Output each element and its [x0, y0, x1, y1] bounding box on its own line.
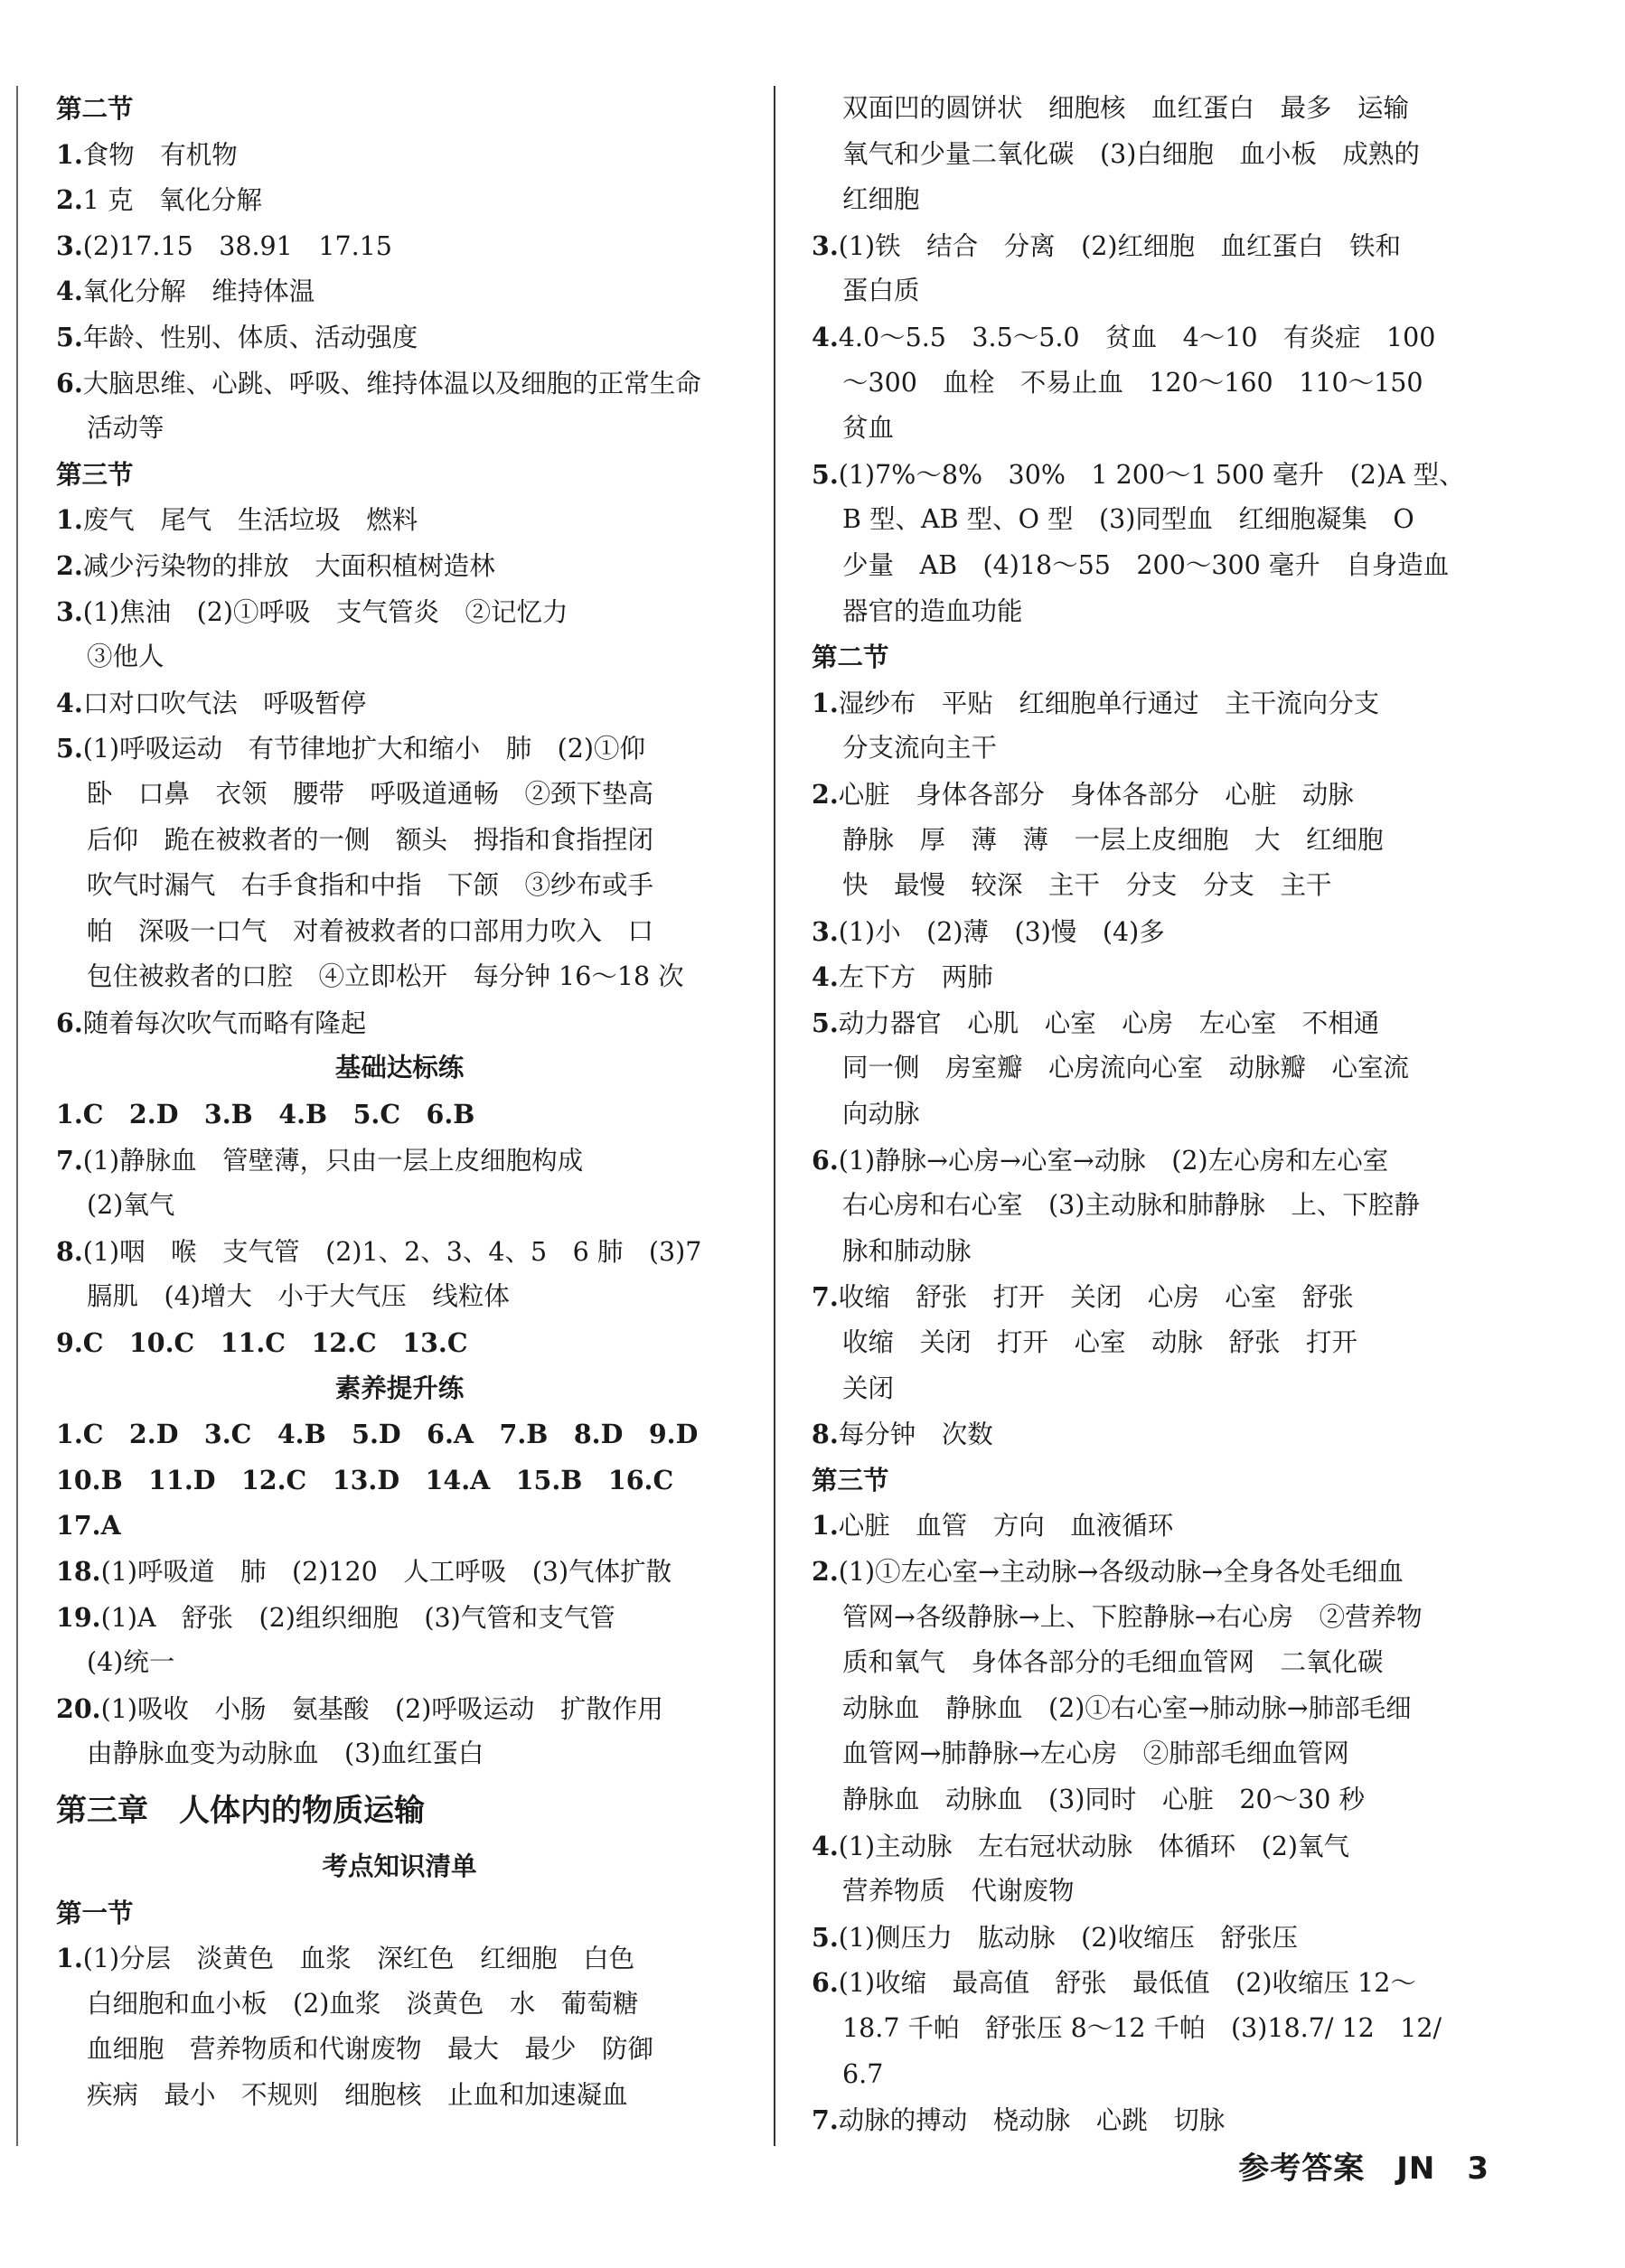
answer-line [56, 772, 743, 818]
answer-line [56, 1731, 743, 1777]
answer-line [812, 1320, 1500, 1366]
answer-text: (1)分层 淡黄色 血浆 深红色 红细胞 白色 [82, 1944, 635, 1974]
section-heading [56, 1890, 743, 1936]
page-footer: 参考答案 JN 3 [1238, 2151, 1489, 2187]
answer-line [56, 1686, 743, 1732]
answer-text: 6.7 [842, 2058, 884, 2089]
answer-line [56, 1320, 743, 1366]
answer-line [56, 726, 743, 772]
answer-line [56, 1411, 743, 1457]
answer-line [56, 863, 743, 909]
chapter-title [56, 1777, 743, 1844]
answer-text: (2)氧气 [87, 1190, 175, 1221]
answer-line [812, 1229, 1500, 1275]
answer-line [56, 2027, 743, 2073]
answer-text: 第三节 [56, 458, 134, 490]
answer-line [812, 406, 1500, 452]
answer-line [812, 1138, 1500, 1184]
question-number: 6. [812, 1144, 839, 1176]
answer-text: 快 最慢 较深 主干 分支 分支 主干 [842, 870, 1332, 901]
question-number: 6. [56, 367, 83, 398]
question-number: 5. [56, 733, 83, 764]
answer-text: 血细胞 营养物质和代谢废物 最大 最少 防御 [87, 2034, 654, 2065]
answer-line [812, 1274, 1500, 1320]
answer-line [812, 1823, 1500, 1870]
section-heading [56, 452, 743, 498]
answer-line [812, 1366, 1500, 1412]
answer-line [812, 1000, 1500, 1046]
question-number: 4. [56, 687, 83, 718]
question-number: 1. [812, 1510, 839, 1542]
answer-text: 贫血 [842, 413, 895, 444]
answer-line [56, 1549, 743, 1595]
answer-text: 静脉 厚 薄 薄 一层上皮细胞 大 红细胞 [842, 824, 1384, 855]
answer-line [56, 177, 743, 223]
answer-text: 吹气时漏气 右手食指和中指 下颌 ③纱布或手 [87, 870, 654, 901]
answer-line [56, 2073, 743, 2119]
answer-text: 少量 AB (4)18～55 200～300 毫升 自身造血 [842, 549, 1450, 580]
answer-line [812, 772, 1500, 818]
answer-line [812, 1045, 1500, 1092]
answer-text: ～300 血栓 不易止血 120～160 110～150 [842, 367, 1423, 398]
answer-line [812, 2097, 1500, 2143]
answer-line [56, 1640, 743, 1686]
answer-text: 红细胞 [842, 184, 920, 215]
answer-text: 基础达标练 [334, 1053, 465, 1083]
answer-text: (1)静脉血 管壁薄，只由一层上皮细胞构成 [82, 1145, 584, 1176]
answer-text: 活动等 [87, 413, 164, 444]
question-number: 3. [56, 230, 83, 261]
answer-text: 17.A [56, 1510, 121, 1542]
question-number: 2. [812, 1556, 839, 1587]
answer-line [812, 2006, 1500, 2052]
answer-line [812, 1549, 1500, 1595]
section-heading [812, 634, 1500, 680]
answer-text: 素养提升练 [334, 1373, 465, 1403]
answer-text: 管网→各级静脉→上、下腔静脉→右心房 ②营养物 [842, 1601, 1423, 1632]
answer-line [812, 268, 1500, 314]
answer-line [56, 954, 743, 1000]
answer-line [812, 1777, 1500, 1823]
answer-line [812, 954, 1500, 1000]
answer-text: 包住被救者的口腔 ④立即松开 每分钟 16～18 次 [87, 961, 684, 992]
answer-line [56, 1183, 743, 1229]
answer-text: 白细胞和血小板 (2)血浆 淡黄色 水 葡萄糖 [87, 1988, 639, 2019]
subheading [56, 1366, 743, 1412]
answer-text: 向动脉 [842, 1099, 920, 1129]
answer-text: 左下方 两肺 [838, 962, 993, 993]
answer-line [812, 909, 1500, 955]
answer-line [56, 497, 743, 543]
answer-text: 动脉血 静脉血 (2)①右心室→肺动脉→肺部毛细 [842, 1692, 1412, 1723]
answer-line [56, 589, 743, 635]
question-number: 5. [812, 1007, 839, 1038]
answer-text: (1)7%～8% 30% 1 200～1 500 毫升 (2)A 型、 [838, 459, 1465, 490]
answer-line [56, 1229, 743, 1275]
question-number: 1. [56, 1943, 83, 1974]
answer-text: (2)17.15 38.91 17.15 [82, 230, 392, 261]
question-number: 4. [56, 276, 83, 307]
answer-text: 每分钟 次数 [838, 1420, 993, 1450]
question-number: 6. [56, 1007, 83, 1038]
answer-text: 分支流向主干 [842, 733, 998, 764]
answer-text: ③他人 [87, 642, 164, 672]
question-number: 2. [56, 184, 83, 216]
question-number: 5. [812, 1921, 839, 1953]
answer-text: 随着每次吹气而略有隆起 [82, 1007, 367, 1038]
answer-text: 心脏 血管 方向 血液循环 [838, 1511, 1174, 1542]
margin-rule [16, 86, 18, 2146]
answer-text: (1)①左心室→主动脉→各级动脉→全身各处毛细血 [838, 1557, 1404, 1587]
answer-line [812, 1411, 1500, 1457]
answer-line [812, 1915, 1500, 1961]
answer-text: 第二节 [56, 93, 134, 124]
answer-text: 1.C 2.D 3.B 4.B 5.C 6.B [56, 1099, 475, 1130]
answer-line [56, 1982, 743, 2028]
answer-text: (1)侧压力 肱动脉 (2)收缩压 舒张压 [838, 1922, 1299, 1953]
answer-text: (1)呼吸道 肺 (2)120 人工呼吸 (3)气体扩散 [100, 1557, 672, 1587]
answer-text: (1)咽 喉 支气管 (2)1、2、3、4、5 6 肺 (3)7 [82, 1236, 702, 1267]
answer-line [812, 680, 1500, 726]
answer-line [56, 634, 743, 680]
answer-line [812, 132, 1500, 178]
answer-line [812, 543, 1500, 589]
answer-text: 第三节 [812, 1464, 889, 1495]
answer-text: (1)收缩 最高值 舒张 最低值 (2)收缩压 12～ [838, 1968, 1416, 1999]
answer-text: 营养物质 代谢废物 [842, 1876, 1075, 1907]
question-number: 18. [56, 1556, 101, 1587]
answer-text: 1 克 氧化分解 [82, 185, 262, 216]
answer-text: 大脑思维、心跳、呼吸、维持体温以及细胞的正常生命 [82, 368, 701, 398]
answer-text: (1)吸收 小肠 氨基酸 (2)呼吸运动 扩散作用 [100, 1693, 663, 1724]
answer-text: (1)呼吸运动 有节律地扩大和缩小 肺 (2)①仰 [82, 734, 646, 764]
question-number: 6. [812, 1967, 839, 1999]
answer-line [812, 223, 1500, 269]
answer-line [56, 1595, 743, 1641]
answer-text: 湿纱布 平贴 红细胞单行通过 主干流向分支 [838, 688, 1380, 718]
answer-text: 第二节 [812, 642, 889, 673]
answer-text: (4)统一 [87, 1647, 175, 1678]
question-number: 2. [56, 549, 83, 581]
answer-line [56, 223, 743, 269]
answer-line [812, 1869, 1500, 1915]
answer-line [56, 268, 743, 314]
answer-text: 食物 有机物 [82, 139, 238, 170]
question-number: 7. [812, 1281, 839, 1313]
answer-line [56, 1092, 743, 1138]
answer-line [56, 909, 743, 955]
answer-line [812, 1595, 1500, 1641]
answer-text: 关闭 [842, 1373, 895, 1403]
answer-text: 帕 深吸一口气 对着被救者的口部用力吹入 口 [87, 915, 654, 946]
answer-line [812, 2052, 1500, 2098]
answer-text: 减少污染物的排放 大面积植树造林 [82, 550, 495, 581]
answer-line [812, 177, 1500, 223]
question-number: 7. [56, 1144, 83, 1176]
answer-text: 废气 尾气 生活垃圾 燃料 [82, 505, 418, 536]
answer-text: 9.C 10.C 11.C 12.C 13.C [56, 1327, 468, 1359]
answer-text: (1)小 (2)薄 (3)慢 (4)多 [838, 916, 1165, 947]
question-number: 4. [812, 1830, 839, 1861]
answer-text: 第一节 [56, 1897, 134, 1928]
question-number: 4. [812, 961, 839, 993]
answer-text: 动力器官 心肌 心室 心房 左心室 不相通 [838, 1007, 1380, 1038]
answer-line [56, 361, 743, 407]
answer-line [56, 314, 743, 361]
answer-line [812, 1503, 1500, 1549]
answer-text: 18.7 千帕 舒张压 8～12 千帕 (3)18.7/ 12 12/ [842, 2012, 1442, 2043]
answer-line [56, 406, 743, 452]
answer-line [56, 132, 743, 178]
subheading [56, 1045, 743, 1092]
answer-text: 动脉的搏动 桡动脉 心跳 切脉 [838, 2105, 1226, 2136]
question-number: 3. [812, 230, 839, 261]
answer-text: 1.C 2.D 3.C 4.B 5.D 6.A 7.B 8.D 9.D [56, 1419, 699, 1450]
question-number: 3. [56, 595, 83, 627]
answer-text: 卧 口鼻 衣领 腰带 呼吸道通畅 ②颈下垫高 [87, 778, 654, 809]
answer-text: 4.0～5.5 3.5～5.0 贫血 4～10 有炎症 100 [838, 322, 1436, 352]
left-column [56, 86, 743, 2119]
answer-text: 疾病 最小 不规则 细胞核 止血和加速凝血 [87, 2079, 628, 2110]
question-number: 20. [56, 1692, 101, 1724]
question-number: 1. [56, 138, 83, 170]
question-number: 5. [56, 321, 83, 352]
answer-text: 同一侧 房室瓣 心房流向心室 动脉瓣 心室流 [842, 1053, 1410, 1083]
answer-text: B 型、AB 型、O 型 (3)同型血 红细胞凝集 O [842, 504, 1414, 535]
answer-text: 10.B 11.D 12.C 13.D 14.A 15.B 16.C [56, 1464, 674, 1495]
answer-text: (1)焦油 (2)①呼吸 支气管炎 ②记忆力 [82, 596, 568, 627]
answer-line [56, 1274, 743, 1320]
answer-text: 年龄、性别、体质、活动强度 [82, 322, 418, 352]
question-number: 4. [812, 321, 839, 352]
answer-text: 膈肌 (4)增大 小于大气压 线粒体 [87, 1281, 510, 1312]
answer-text: (1)铁 结合 分离 (2)红细胞 血红蛋白 铁和 [838, 230, 1402, 261]
answer-text: 心脏 身体各部分 身体各部分 心脏 动脉 [838, 779, 1354, 810]
answer-line [56, 680, 743, 726]
answer-line [56, 543, 743, 589]
answer-line [812, 452, 1500, 498]
answer-text: 器官的造血功能 [842, 595, 1023, 626]
answer-line [56, 1000, 743, 1046]
question-number: 3. [812, 915, 839, 947]
answer-text: 氧气和少量二氧化碳 (3)白细胞 血小板 成熟的 [842, 138, 1420, 169]
question-number: 1. [812, 687, 839, 718]
answer-text: 双面凹的圆饼状 细胞核 血红蛋白 最多 运输 [842, 93, 1410, 123]
subheading [56, 1844, 743, 1890]
answer-line [56, 1138, 743, 1184]
question-number: 5. [812, 458, 839, 490]
answer-line [812, 1640, 1500, 1686]
answer-text: 右心房和右心室 (3)主动脉和肺静脉 上、下腔静 [842, 1190, 1420, 1221]
answer-line [812, 863, 1500, 909]
question-number: 8. [56, 1235, 83, 1267]
answer-text: 质和氧气 身体各部分的毛细血管网 二氧化碳 [842, 1647, 1384, 1678]
right-column [812, 86, 1500, 2143]
answer-text: 第三章 人体内的物质运输 [56, 1792, 425, 1829]
answer-text: 后仰 跪在被救者的一侧 额头 拇指和食指捏闭 [87, 824, 654, 855]
answer-text: 血管网→肺静脉→左心房 ②肺部毛细血管网 [842, 1738, 1349, 1769]
answer-line [812, 1731, 1500, 1777]
answer-line [56, 1935, 743, 1982]
answer-line [56, 818, 743, 864]
answer-text: 由静脉血变为动脉血 (3)血红蛋白 [87, 1738, 484, 1769]
answer-line [812, 361, 1500, 407]
question-number: 1. [56, 504, 83, 536]
answer-line [812, 726, 1500, 772]
answer-text: 脉和肺动脉 [842, 1235, 972, 1266]
answer-line [812, 497, 1500, 543]
answer-text: 口对口吹气法 呼吸暂停 [82, 688, 367, 718]
answer-line [812, 1183, 1500, 1229]
answer-text: 考点知识清单 [322, 1851, 477, 1881]
question-number: 8. [812, 1419, 839, 1450]
question-number: 2. [812, 778, 839, 810]
answer-line [812, 1960, 1500, 2006]
answer-line [812, 314, 1500, 361]
answer-line [812, 818, 1500, 864]
question-number: 19. [56, 1601, 101, 1633]
answer-text: 收缩 舒张 打开 关闭 心房 心室 舒张 [838, 1282, 1354, 1313]
answer-text: (1)静脉→心房→心室→动脉 (2)左心房和左心室 [838, 1145, 1389, 1176]
answer-line [56, 1457, 743, 1504]
answer-text: (1)主动脉 左右冠状动脉 体循环 (2)氧气 [838, 1831, 1350, 1861]
answer-text: 静脉血 动脉血 (3)同时 心脏 20～30 秒 [842, 1784, 1365, 1814]
section-heading [56, 86, 743, 132]
question-number: 7. [812, 2104, 839, 2136]
answer-line [812, 1092, 1500, 1138]
answer-line [812, 1686, 1500, 1732]
column-divider [774, 86, 775, 2146]
answer-text: 氧化分解 维持体温 [82, 276, 315, 307]
answer-line [812, 86, 1500, 132]
section-heading [812, 1457, 1500, 1504]
answer-text: (1)A 舒张 (2)组织细胞 (3)气管和支气管 [100, 1602, 615, 1633]
answer-text: 蛋白质 [842, 276, 920, 306]
answer-line [812, 589, 1500, 635]
answer-text: 收缩 关闭 打开 心室 动脉 舒张 打开 [842, 1327, 1358, 1358]
answer-line [56, 1503, 743, 1549]
